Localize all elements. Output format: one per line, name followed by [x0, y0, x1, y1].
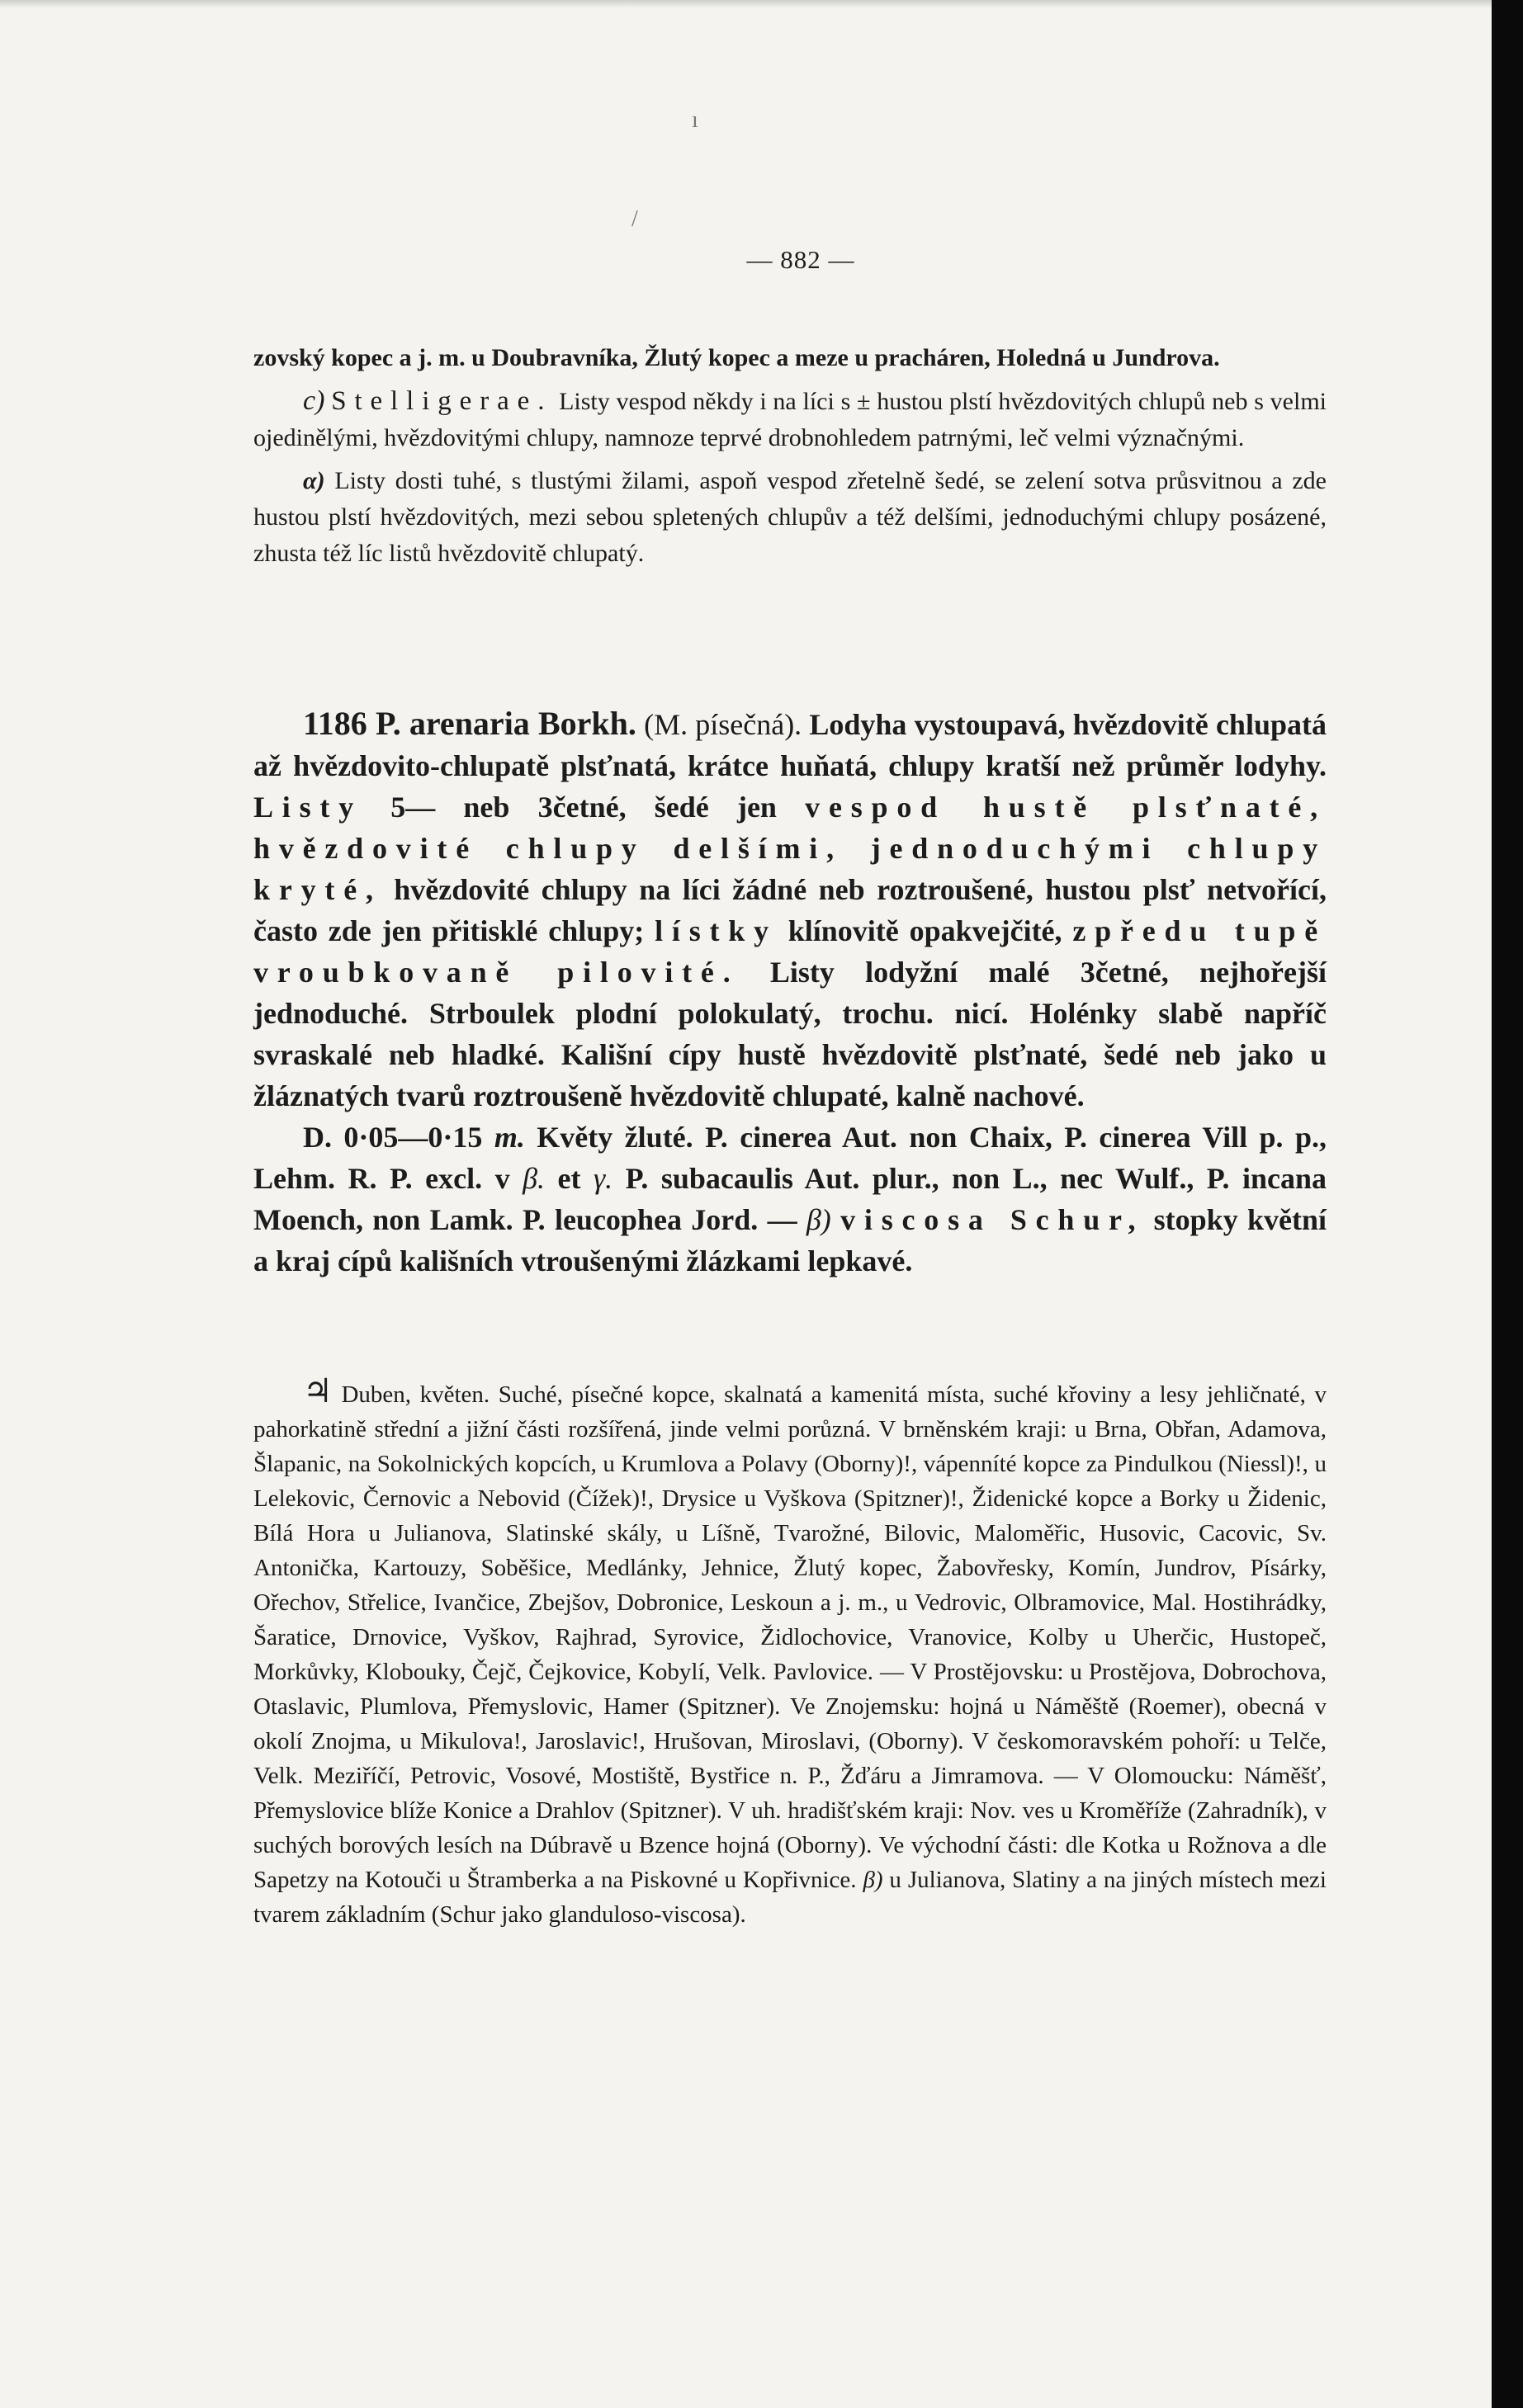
scan-speck: ı — [692, 107, 698, 133]
species-synonyms — [253, 1117, 1327, 1282]
synonyms-text-c: et — [545, 1162, 594, 1195]
section-alpha-text: Listy dosti tuhé, s tlustými žilami, aspoň vespod zřetelně šedé, se zelení sotva průsvitnou a zde hustou plstí hvězdovitých, mezi sebou spletených chlupův a též delšími, jednoduchými chlupy posázené, zhusta též líc listů hvězdovitě chlupatý. — [253, 467, 1327, 567]
species-text-5: Listy lodyžní malé 3četné, nejhořejší jednoduché. Strboulek plodní polokulatý, trochu. nicí. Holénky slabě napříč svraskalé neb hladké. Kališní cípy hustě hvězdovitě plsťnaté, šedé neb jako u žláznatých tvarů roztroušeně hvězdovitě chlupaté, kalně nachové. — [253, 956, 1327, 1112]
species-spaced-4: zpředu tupě vroubkovaně pilovité. — [253, 914, 1327, 989]
synonyms-text-e — [831, 1203, 840, 1236]
section-c-text: Listy vespod někdy i na líci s ± hustou plstí hvězdovitých chlupů neb s velmi ojedinělými, hvězdovitými chlupy, namnoze teprvé drobnohledem patrnými, leč velmi význačnými. — [253, 388, 1327, 451]
section-c-label: c) — [303, 385, 325, 416]
synonyms-viscosa: viscosa Schur, — [840, 1203, 1145, 1236]
synonyms-text-f: stopky květní a kraj cípů kališních vtroušenými žlázkami lepkavé. — [253, 1203, 1327, 1277]
distribution-text: Duben, květen. Suché, písečné kopce, skalnatá a kamenitá místa, suché křoviny a lesy jehličnaté, v pahorkatině střední a jižní části rozšířená, jinde velmi porůzná. V brněnském kraji: u Brna, Obřan, Adamova, Šlapanic, na Sokolnických kopcích, u Krumlova a Polavy (Oborny)!, vápenníté kopce za Pindulkou (Niessl)!, u Lelekovic, Černovic a Nebovid (Čížek)!, Drysice u Vyškova (Spitzner)!, Židenické kopce a Borky u Židenic, Bílá Hora u Julianova, Slatinské skály, u Líšně, Tvarožné, Bilovic, Maloměřic, Husovic, Cacovic, Sv. Antonička, Kartouzy, Soběšice, Medlánky, Jehnice, Žlutý kopec, Žabovřesky, Komín, Jundrov, Písárky, Ořechov, Střelice, Ivančice, Zbejšov, Dobronice, Leskoun a j. m., u Vedrovic, Olbramovice, Mal. Hostihrádky, Šaratice, Drnovice, Vyškov, Rajhrad, Syrovice, Židlochovice, Vranovice, Kolby u Uherčic, Hustopeč, Morkůvky, Klobouky, Čejč, Čejkovice, Kobylí, Velk. Pavlovice. — V Prostějovsku: u Prostějova, Dobrochova, Otaslavic, Plumlova, Přemyslovic, Hamer (Spitzner). Ve Znojemsku: hojná u Náměště (Roemer), obecná v okolí Znojma, u Mikulova!, Jaroslavic!, Hrušovan, Miroslavi, (Oborny). V českomoravském pohoří: u Telče, Velk. Meziříčí, Petrovic, Vosové, Mostiště, Bystřice n. P., Žďáru a Jimramova. — V Olomoucku: Náměšť, Přemyslovice blíže Konice a Drahlov (Spitzner). V uh. hradišťském kraji: Nov. ves u Kroměříže (Zahradník), v suchých borových lesích na Dúbravě u Bzence hojná (Oborny). Ve východní části: dle Kotka u Rožnova a dle Sapetzy na Kotouči u Štramberka a na Piskovné u Kopřivnice. — [253, 1381, 1327, 1893]
perennial-symbol: ♃ — [303, 1372, 333, 1409]
species-name: P. arenaria Borkh. — [367, 705, 636, 742]
distribution-paragraph — [253, 1374, 1327, 1932]
species-text-3: hvězdovité chlupy na líci žádné neb roztroušené, hustou plsť netvořící, často zde jen přitisklé chlupy; — [253, 873, 1327, 947]
species-spaced-1: Listy — [253, 791, 363, 824]
section-c-paragraph — [253, 383, 1327, 456]
synonyms-unit: m. — [494, 1121, 525, 1154]
distribution-section — [253, 1374, 1327, 1932]
section-alpha-label: α) — [303, 467, 325, 494]
species-text-2: 5— neb 3četné, šedé jen — [362, 791, 806, 824]
scan-speck: / — [631, 206, 638, 232]
species-common-name: (M. písečná). — [636, 708, 802, 741]
page-number: — 882 — — [746, 245, 855, 274]
synonyms-text-a: D. 0·05—0·15 — [303, 1121, 494, 1154]
synonyms-beta-2: β) — [806, 1203, 831, 1236]
synonyms-gamma: γ. — [593, 1162, 613, 1195]
scan-right-edge — [1492, 0, 1523, 2408]
synonyms-text-d: P. subacaulis Aut. plur., non L., nec Wulf., P. incana Moench, non Lamk. P. leucophea Jord. — — [253, 1162, 1327, 1236]
species-text-1: Lodyha vystoupavá, hvězdovitě chlupatá až hvězdovito-chlupatě plsťnatá, krátce huňatá, chlupy kratší než průměr lodyhy. — [253, 708, 1327, 782]
species-text-4: klínovitě opakvejčité, — [777, 914, 1073, 947]
scan-top-edge — [0, 0, 1523, 8]
distribution-beta: β) — [863, 1867, 883, 1893]
distribution-text-2: u Julianova, Slatiny a na jiných místech mezi tvarem základním (Schur jako glanduloso-viscosa). — [253, 1867, 1327, 1928]
species-section — [253, 703, 1327, 1282]
intro-paragraph-1: zovský kopec a j. m. u Doubravníka, Žlutý kopec a meze u pracháren, Holedná u Jundrova. — [253, 344, 1220, 371]
species-spaced-3: lístky — [655, 914, 778, 947]
species-spaced-2: vespod hustě plsťnaté, hvězdovité chlupy delšími, jednoduchými chlupy kryté, — [253, 791, 1327, 906]
species-description — [253, 703, 1327, 1117]
intro-section — [253, 340, 1327, 572]
synonyms-text-b: Květy žluté. P. cinerea Aut. non Chaix, P. cinerea Vill p. p., Lehm. R. P. excl. v — [253, 1121, 1327, 1195]
section-alpha-paragraph — [253, 463, 1327, 572]
species-number: 1186 — [303, 705, 367, 742]
synonyms-beta: β. — [523, 1162, 546, 1195]
section-c-name: Stelligerae. — [331, 386, 553, 416]
